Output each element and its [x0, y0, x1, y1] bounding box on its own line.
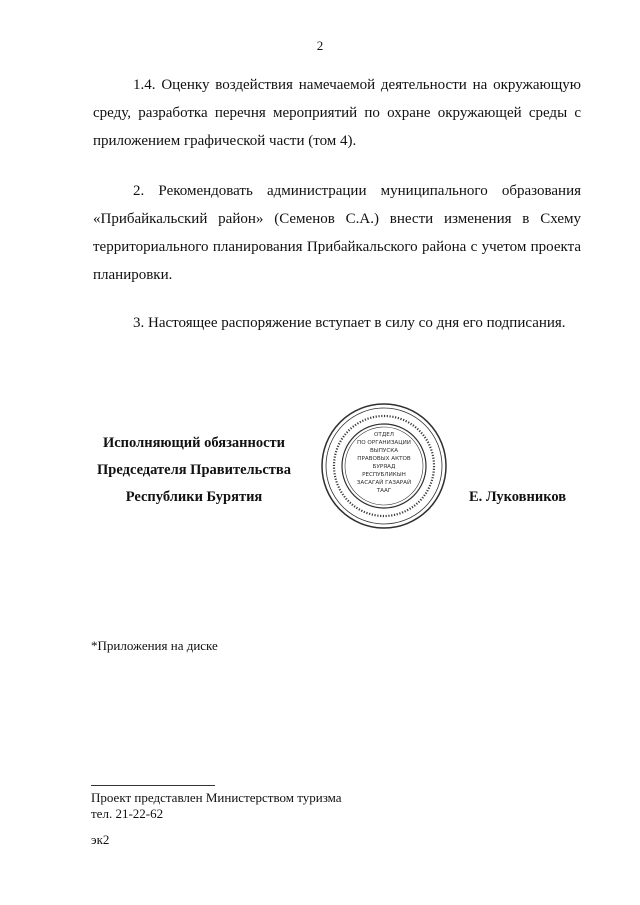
paragraph-1-4: 1.4. Оценку воздействия намечаемой деятельности на окружающую среду, разработка перечня мероприятий по охране окружающей среды с приложением графической части (том 4).: [93, 77, 581, 149]
signatory-title-line-2: Председателя Правительства: [97, 462, 291, 478]
page-number: 2: [316, 38, 324, 53]
seal-text-line-6: РЕСПУБЛИКЫН: [362, 472, 406, 478]
footer: [91, 790, 342, 848]
signatory-title-line-3: Республики Бурятия: [125, 489, 263, 505]
seal-text-line-8: ТААГ: [376, 488, 392, 494]
footer-presented-by: Проект представлен Министерством туризма: [91, 790, 342, 805]
signatory-title: [88, 430, 300, 511]
signatory-name: Е. Луковников: [469, 489, 567, 505]
signatory-title-line-1: Исполняющий обязанности: [102, 435, 286, 451]
seal-text-line-3: ВЫПУСКА: [369, 448, 399, 454]
seal-text-line-4: ПРАВОВЫХ АКТОВ: [357, 456, 411, 462]
footer-phone: тел. 21-22-62: [91, 806, 164, 821]
footer-divider: [91, 785, 215, 786]
footer-code: эк2: [91, 832, 110, 847]
official-seal-icon: [320, 402, 448, 530]
attachments-note: *Приложения на диске: [91, 638, 218, 653]
paragraph-2: 2. Рекомендовать администрации муниципального образования «Прибайкальский район» (Семенов С.А.) внести изменения в Схему территориального планирования Прибайкальского района с учетом проекта планировки.: [93, 183, 581, 283]
seal-text-line-1: ОТДЕЛ: [374, 432, 394, 438]
seal-text-line-7: ЗАСАГАЙ ГАЗАРАЙ: [356, 480, 412, 486]
seal-text-line-5: БУРЯАД: [372, 464, 396, 470]
seal-text-line-2: ПО ОРГАНИЗАЦИИ: [357, 440, 411, 446]
paragraph-3: 3. Настоящее распоряжение вступает в силу со дня его подписания.: [133, 315, 566, 331]
